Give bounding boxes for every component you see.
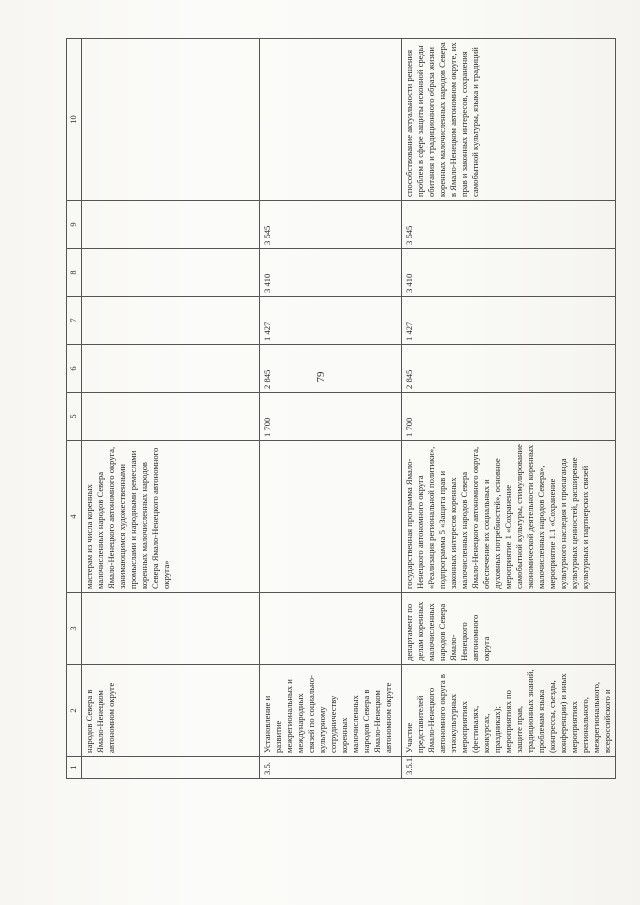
cell-amount-6: 2 845 <box>260 345 402 393</box>
cell-amount-9: 3 545 <box>402 201 616 249</box>
cell-amount-7: 1 427 <box>260 297 402 345</box>
header-row <box>67 39 82 779</box>
col-header-6: 6 <box>67 345 82 393</box>
col-header-4: 4 <box>67 441 82 593</box>
cell-amount-5: 1 700 <box>402 393 616 441</box>
col-header-3: 3 <box>67 593 82 665</box>
cell-program <box>260 441 402 593</box>
cell-title: народов Севера в Ямало-Ненецком автономном округе <box>82 665 260 757</box>
cell-executor: департамент по делам коренных малочисленных народов Севера Ямало-Ненецкого автономного округа <box>402 593 616 665</box>
col-header-7: 7 <box>67 297 82 345</box>
cell-program: государственная программа Ямало-Ненецкого автономного округа «Реализация региональной политики», подпрограмма 5 «Защита прав и законных интересов коренных малочисленных народов Севера Ямало-Ненецкого автономного округа, обеспечение их социальных и духовных потребностей», основное мероприятие 1 «Сохранение самобытной культуры, стимулирование экономической деятельности коренных малочисленных народов Севера», мероприятие 1.1 «Сохранение культурного наследия и пропаганда культурных ценностей, расширение культурных и партнерских связей <box>402 441 616 593</box>
table-row <box>402 39 616 779</box>
cell-result <box>260 39 402 201</box>
cell-amount-5: 1 700 <box>260 393 402 441</box>
table-row <box>260 39 402 779</box>
cell-amount-9: 3 545 <box>260 201 402 249</box>
cell-amount-8 <box>82 249 260 297</box>
cell-number <box>82 757 260 779</box>
page-number: 79 <box>315 371 327 383</box>
cell-result <box>82 39 260 201</box>
rotated-table-sheet <box>66 39 612 779</box>
cell-amount-9 <box>82 201 260 249</box>
cell-amount-8: 3 410 <box>402 249 616 297</box>
cell-amount-7 <box>82 297 260 345</box>
cell-title: Установление и развитие межрегиональных и международных связей по социально-культурному сотрудничеству коренных малочисленных народов Севера в Ямало-Ненецком автономном округе <box>260 665 402 757</box>
cell-amount-6: 2 845 <box>402 345 616 393</box>
cell-result: способствование актуальности решения проблем в сфере защиты исконной среды обитания и традиционного образа жизни коренных малочисленных народов Севера в Ямало-Ненецком автономном округе, их прав и законных интересов, сохранения самобытной культуры, языка и традиций <box>402 39 616 201</box>
program-table <box>66 38 616 779</box>
cell-number: 3.5.1. <box>402 757 616 779</box>
col-header-10: 10 <box>67 39 82 201</box>
cell-title: Участие представителей Ямало-Ненецкого автономного округа в этнокультурных мероприятиях (фестивалях, конкурсах, праздниках); мероприятиях по защите прав, традиционных знаний, проблемам языка (конгрессы, съезды, конференции) и иных мероприятиях регионального, межрегионального, всероссийского и <box>402 665 616 757</box>
cell-amount-8: 3 410 <box>260 249 402 297</box>
cell-amount-7: 1 427 <box>402 297 616 345</box>
cell-number: 3.5. <box>260 757 402 779</box>
cell-executor <box>260 593 402 665</box>
cell-amount-6 <box>82 345 260 393</box>
col-header-2: 2 <box>67 665 82 757</box>
col-header-1: 1 <box>67 757 82 779</box>
cell-executor <box>82 593 260 665</box>
col-header-5: 5 <box>67 393 82 441</box>
col-header-8: 8 <box>67 249 82 297</box>
table-row <box>82 39 260 779</box>
cell-amount-5 <box>82 393 260 441</box>
col-header-9: 9 <box>67 201 82 249</box>
cell-program: мастерам из числа коренных малочисленных народов Севера Ямало-Ненецкого автономного округа, занимающимся художественными промыслами и народными ремеслами коренных малочисленных народов Севера Ямало-Ненецкого автономного округа» <box>82 441 260 593</box>
